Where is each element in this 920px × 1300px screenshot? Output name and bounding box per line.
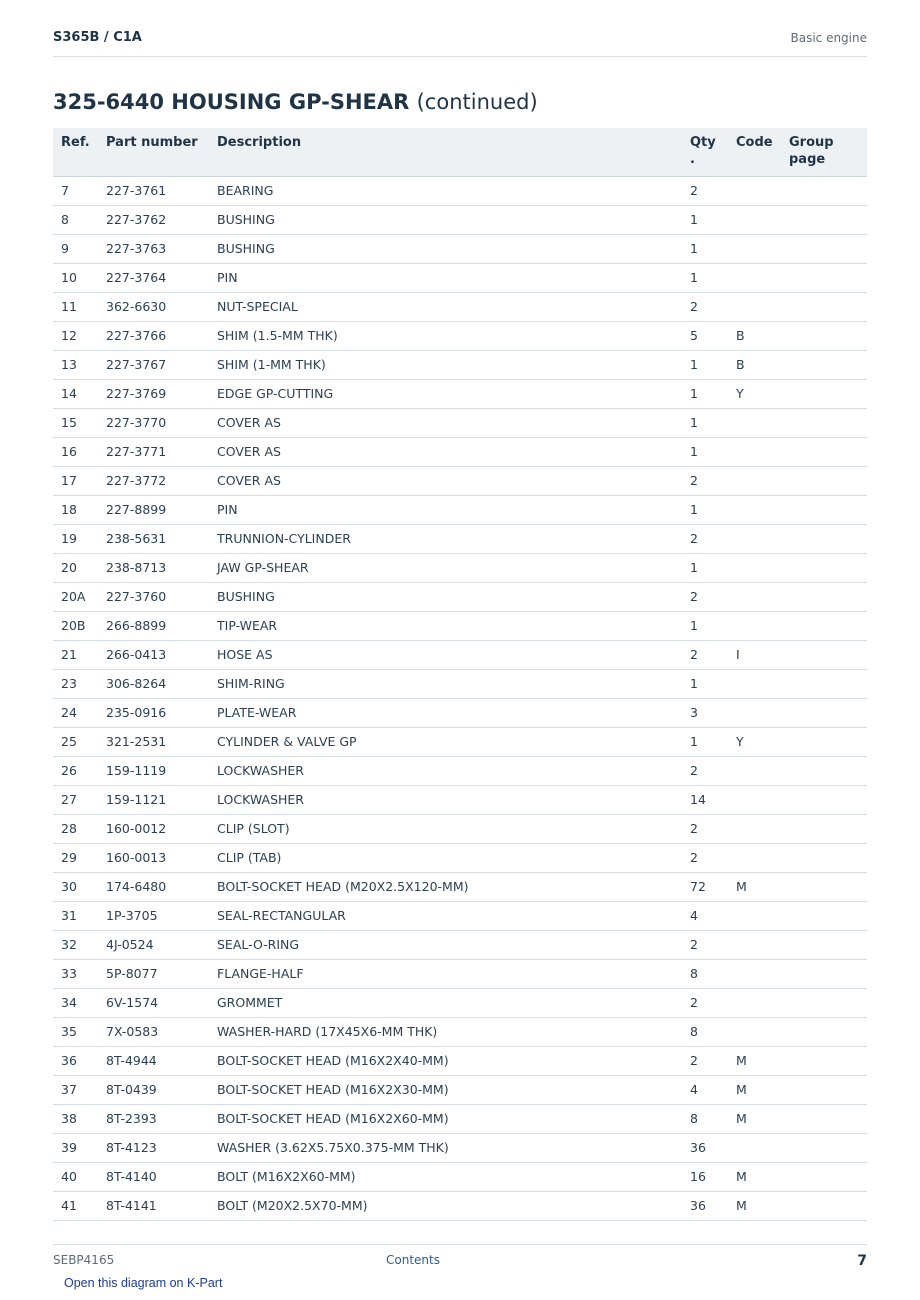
cell-part-number: 227-3767 (98, 351, 209, 380)
cell-ref: 35 (53, 1018, 98, 1047)
cell-qty: 72 (682, 873, 728, 902)
cell-part-number: 266-0413 (98, 641, 209, 670)
table-row (53, 583, 867, 612)
cell-ref: 15 (53, 409, 98, 438)
cell-group-page (781, 873, 867, 902)
cell-code: Y (728, 728, 781, 757)
cell-qty: 2 (682, 989, 728, 1018)
cell-qty: 2 (682, 177, 728, 206)
cell-qty: 2 (682, 844, 728, 873)
cell-code: M (728, 1047, 781, 1076)
cell-code (728, 496, 781, 525)
cell-code (728, 177, 781, 206)
cell-description: SHIM (1.5-MM THK) (209, 322, 682, 351)
table-row (53, 467, 867, 496)
cell-description: BOLT-SOCKET HEAD (M16X2X30-MM) (209, 1076, 682, 1105)
cell-ref: 28 (53, 815, 98, 844)
cell-part-number: 160-0013 (98, 844, 209, 873)
cell-group-page (781, 612, 867, 641)
cell-ref: 13 (53, 351, 98, 380)
cell-part-number: 4J-0524 (98, 931, 209, 960)
cell-group-page (781, 931, 867, 960)
cell-code (728, 1134, 781, 1163)
cell-ref: 31 (53, 902, 98, 931)
cell-description: SHIM (1-MM THK) (209, 351, 682, 380)
cell-group-page (781, 1047, 867, 1076)
table-row (53, 438, 867, 467)
cell-code (728, 293, 781, 322)
cell-part-number: 321-2531 (98, 728, 209, 757)
cell-code (728, 264, 781, 293)
table-row (53, 670, 867, 699)
cell-code (728, 699, 781, 728)
cell-group-page (781, 1105, 867, 1134)
cell-code (728, 612, 781, 641)
footer-document-code: SEBP4165 (53, 1253, 115, 1267)
cell-group-page (781, 641, 867, 670)
cell-group-page (781, 960, 867, 989)
cell-part-number: 8T-4141 (98, 1192, 209, 1221)
table-row (53, 699, 867, 728)
cell-qty: 1 (682, 409, 728, 438)
table-row (53, 177, 867, 206)
cell-qty: 2 (682, 293, 728, 322)
cell-code: M (728, 1076, 781, 1105)
cell-description: TRUNNION-CYLINDER (209, 525, 682, 554)
cell-group-page (781, 670, 867, 699)
cell-ref: 25 (53, 728, 98, 757)
parts-table-body (53, 177, 867, 1221)
cell-group-page (781, 1018, 867, 1047)
page-header (53, 28, 867, 57)
cell-qty: 1 (682, 351, 728, 380)
cell-group-page (781, 902, 867, 931)
cell-group-page (781, 467, 867, 496)
cell-part-number: 266-8899 (98, 612, 209, 641)
table-row (53, 728, 867, 757)
table-row (53, 1134, 867, 1163)
cell-part-number: 227-3772 (98, 467, 209, 496)
cell-code (728, 583, 781, 612)
cell-ref: 14 (53, 380, 98, 409)
cell-qty: 1 (682, 554, 728, 583)
table-row (53, 902, 867, 931)
cell-part-number: 8T-4123 (98, 1134, 209, 1163)
col-header-group-line1: Group (789, 135, 834, 150)
cell-description: COVER AS (209, 467, 682, 496)
contents-link[interactable]: Contents (386, 1253, 440, 1267)
cell-description: GROMMET (209, 989, 682, 1018)
cell-part-number: 227-3762 (98, 206, 209, 235)
cell-description: TIP-WEAR (209, 612, 682, 641)
cell-code (728, 844, 781, 873)
cell-ref: 32 (53, 931, 98, 960)
page-number: 7 (857, 1253, 867, 1269)
cell-part-number: 6V-1574 (98, 989, 209, 1018)
cell-ref: 39 (53, 1134, 98, 1163)
cell-part-number: 160-0012 (98, 815, 209, 844)
open-diagram-kpart-link[interactable]: Open this diagram on K-Part (64, 1276, 223, 1290)
cell-ref: 19 (53, 525, 98, 554)
cell-code (728, 757, 781, 786)
cell-qty: 1 (682, 496, 728, 525)
cell-group-page (781, 293, 867, 322)
cell-part-number: 8T-4944 (98, 1047, 209, 1076)
cell-ref: 12 (53, 322, 98, 351)
cell-code: I (728, 641, 781, 670)
cell-code (728, 235, 781, 264)
cell-qty: 1 (682, 235, 728, 264)
cell-qty: 2 (682, 815, 728, 844)
table-row (53, 554, 867, 583)
cell-description: COVER AS (209, 409, 682, 438)
cell-qty: 8 (682, 1018, 728, 1047)
cell-description: BOLT-SOCKET HEAD (M16X2X60-MM) (209, 1105, 682, 1134)
table-row (53, 931, 867, 960)
cell-part-number: 7X-0583 (98, 1018, 209, 1047)
cell-part-number: 235-0916 (98, 699, 209, 728)
cell-group-page (781, 525, 867, 554)
cell-group-page (781, 235, 867, 264)
cell-group-page (781, 1163, 867, 1192)
cell-code (728, 931, 781, 960)
cell-code (728, 409, 781, 438)
cell-description: CLIP (SLOT) (209, 815, 682, 844)
cell-ref: 7 (53, 177, 98, 206)
cell-group-page (781, 438, 867, 467)
cell-code: B (728, 322, 781, 351)
cell-description: CYLINDER & VALVE GP (209, 728, 682, 757)
cell-ref: 36 (53, 1047, 98, 1076)
cell-part-number: 227-3771 (98, 438, 209, 467)
table-row (53, 989, 867, 1018)
cell-part-number: 227-3760 (98, 583, 209, 612)
cell-group-page (781, 989, 867, 1018)
cell-code (728, 206, 781, 235)
cell-code: M (728, 873, 781, 902)
cell-part-number: 227-8899 (98, 496, 209, 525)
cell-part-number: 1P-3705 (98, 902, 209, 931)
cell-description: CLIP (TAB) (209, 844, 682, 873)
col-header-qty-line1: Qty (690, 135, 716, 150)
cell-qty: 3 (682, 699, 728, 728)
cell-qty: 2 (682, 525, 728, 554)
cell-group-page (781, 728, 867, 757)
col-header-part-number: Part number (98, 128, 209, 177)
cell-group-page (781, 206, 867, 235)
cell-code (728, 1018, 781, 1047)
cell-qty: 2 (682, 757, 728, 786)
title-continued: (continued) (416, 90, 538, 114)
cell-part-number: 8T-0439 (98, 1076, 209, 1105)
cell-description: PLATE-WEAR (209, 699, 682, 728)
table-row (53, 235, 867, 264)
cell-ref: 33 (53, 960, 98, 989)
cell-part-number: 159-1121 (98, 786, 209, 815)
cell-ref: 40 (53, 1163, 98, 1192)
document-id: S365B / C1A (53, 30, 142, 45)
cell-ref: 38 (53, 1105, 98, 1134)
cell-ref: 18 (53, 496, 98, 525)
cell-code (728, 554, 781, 583)
cell-qty: 2 (682, 1047, 728, 1076)
cell-ref: 21 (53, 641, 98, 670)
cell-group-page (781, 786, 867, 815)
cell-qty: 8 (682, 1105, 728, 1134)
table-row (53, 786, 867, 815)
table-row (53, 525, 867, 554)
col-header-qty-line2: . (690, 152, 695, 167)
cell-ref: 20B (53, 612, 98, 641)
cell-ref: 10 (53, 264, 98, 293)
cell-part-number: 362-6630 (98, 293, 209, 322)
cell-group-page (781, 380, 867, 409)
cell-code (728, 467, 781, 496)
cell-ref: 27 (53, 786, 98, 815)
cell-description: LOCKWASHER (209, 757, 682, 786)
cell-qty: 1 (682, 380, 728, 409)
cell-group-page (781, 554, 867, 583)
table-row (53, 206, 867, 235)
cell-ref: 16 (53, 438, 98, 467)
cell-part-number: 8T-4140 (98, 1163, 209, 1192)
cell-group-page (781, 815, 867, 844)
title-main: 325-6440 HOUSING GP-SHEAR (53, 90, 410, 114)
table-row (53, 873, 867, 902)
cell-description: SEAL-RECTANGULAR (209, 902, 682, 931)
cell-description: WASHER-HARD (17X45X6-MM THK) (209, 1018, 682, 1047)
cell-qty: 8 (682, 960, 728, 989)
cell-group-page (781, 757, 867, 786)
cell-code: M (728, 1163, 781, 1192)
cell-part-number: 227-3763 (98, 235, 209, 264)
cell-code (728, 786, 781, 815)
cell-description: LOCKWASHER (209, 786, 682, 815)
table-row (53, 844, 867, 873)
cell-qty: 4 (682, 1076, 728, 1105)
cell-ref: 8 (53, 206, 98, 235)
cell-code (728, 989, 781, 1018)
cell-ref: 29 (53, 844, 98, 873)
table-row (53, 1047, 867, 1076)
cell-group-page (781, 496, 867, 525)
cell-qty: 14 (682, 786, 728, 815)
cell-ref: 9 (53, 235, 98, 264)
cell-description: PIN (209, 496, 682, 525)
table-row (53, 1076, 867, 1105)
cell-code: Y (728, 380, 781, 409)
table-row (53, 264, 867, 293)
cell-description: EDGE GP-CUTTING (209, 380, 682, 409)
table-row (53, 1018, 867, 1047)
col-header-description: Description (209, 128, 682, 177)
cell-description: BOLT-SOCKET HEAD (M20X2.5X120-MM) (209, 873, 682, 902)
table-row (53, 1192, 867, 1221)
cell-qty: 16 (682, 1163, 728, 1192)
cell-code: M (728, 1192, 781, 1221)
cell-ref: 37 (53, 1076, 98, 1105)
cell-part-number: 8T-2393 (98, 1105, 209, 1134)
cell-code (728, 525, 781, 554)
table-row (53, 1163, 867, 1192)
table-row (53, 641, 867, 670)
cell-code (728, 960, 781, 989)
parts-table (53, 128, 867, 1221)
cell-part-number: 174-6480 (98, 873, 209, 902)
col-header-code: Code (728, 128, 781, 177)
cell-part-number: 227-3769 (98, 380, 209, 409)
cell-group-page (781, 322, 867, 351)
cell-description: COVER AS (209, 438, 682, 467)
cell-description: BUSHING (209, 583, 682, 612)
cell-qty: 2 (682, 641, 728, 670)
col-header-group-line2: page (789, 152, 826, 167)
cell-qty: 36 (682, 1134, 728, 1163)
cell-description: SHIM-RING (209, 670, 682, 699)
cell-part-number: 159-1119 (98, 757, 209, 786)
table-row (53, 757, 867, 786)
page-footer (53, 1244, 867, 1275)
cell-qty: 36 (682, 1192, 728, 1221)
cell-group-page (781, 1192, 867, 1221)
cell-part-number: 238-5631 (98, 525, 209, 554)
table-row (53, 409, 867, 438)
cell-group-page (781, 264, 867, 293)
col-header-qty (682, 128, 728, 177)
cell-description: BEARING (209, 177, 682, 206)
cell-description: PIN (209, 264, 682, 293)
cell-qty: 2 (682, 583, 728, 612)
cell-description: BOLT (M20X2.5X70-MM) (209, 1192, 682, 1221)
cell-group-page (781, 409, 867, 438)
cell-group-page (781, 177, 867, 206)
table-row (53, 1105, 867, 1134)
cell-group-page (781, 1134, 867, 1163)
cell-group-page (781, 583, 867, 612)
cell-ref: 20 (53, 554, 98, 583)
cell-code: M (728, 1105, 781, 1134)
table-row (53, 351, 867, 380)
table-row (53, 496, 867, 525)
cell-ref: 30 (53, 873, 98, 902)
table-row (53, 815, 867, 844)
cell-qty: 5 (682, 322, 728, 351)
cell-group-page (781, 1076, 867, 1105)
cell-description: BUSHING (209, 206, 682, 235)
cell-qty: 1 (682, 670, 728, 699)
cell-qty: 2 (682, 931, 728, 960)
cell-ref: 24 (53, 699, 98, 728)
cell-code: B (728, 351, 781, 380)
cell-qty: 1 (682, 728, 728, 757)
col-header-ref: Ref. (53, 128, 98, 177)
cell-part-number: 227-3764 (98, 264, 209, 293)
table-row (53, 293, 867, 322)
cell-part-number: 306-8264 (98, 670, 209, 699)
cell-description: HOSE AS (209, 641, 682, 670)
cell-group-page (781, 351, 867, 380)
cell-part-number: 227-3766 (98, 322, 209, 351)
cell-ref: 17 (53, 467, 98, 496)
cell-description: WASHER (3.62X5.75X0.375-MM THK) (209, 1134, 682, 1163)
cell-qty: 1 (682, 206, 728, 235)
cell-description: NUT-SPECIAL (209, 293, 682, 322)
cell-description: SEAL-O-RING (209, 931, 682, 960)
cell-description: BOLT-SOCKET HEAD (M16X2X40-MM) (209, 1047, 682, 1076)
cell-ref: 26 (53, 757, 98, 786)
cell-qty: 2 (682, 467, 728, 496)
cell-code (728, 815, 781, 844)
cell-ref: 20A (53, 583, 98, 612)
cell-qty: 4 (682, 902, 728, 931)
cell-ref: 11 (53, 293, 98, 322)
cell-part-number: 5P-8077 (98, 960, 209, 989)
cell-qty: 1 (682, 264, 728, 293)
cell-group-page (781, 844, 867, 873)
cell-qty: 1 (682, 612, 728, 641)
table-header-row (53, 128, 867, 177)
table-row (53, 380, 867, 409)
cell-qty: 1 (682, 438, 728, 467)
cell-description: FLANGE-HALF (209, 960, 682, 989)
cell-ref: 23 (53, 670, 98, 699)
cell-group-page (781, 699, 867, 728)
page-title (53, 90, 538, 114)
cell-part-number: 238-8713 (98, 554, 209, 583)
cell-code (728, 902, 781, 931)
cell-description: BOLT (M16X2X60-MM) (209, 1163, 682, 1192)
cell-part-number: 227-3770 (98, 409, 209, 438)
cell-code (728, 438, 781, 467)
cell-part-number: 227-3761 (98, 177, 209, 206)
table-row (53, 960, 867, 989)
cell-description: BUSHING (209, 235, 682, 264)
col-header-group-page (781, 128, 867, 177)
table-row (53, 612, 867, 641)
cell-ref: 41 (53, 1192, 98, 1221)
cell-code (728, 670, 781, 699)
table-row (53, 322, 867, 351)
cell-description: JAW GP-SHEAR (209, 554, 682, 583)
cell-ref: 34 (53, 989, 98, 1018)
section-name: Basic engine (790, 31, 867, 45)
